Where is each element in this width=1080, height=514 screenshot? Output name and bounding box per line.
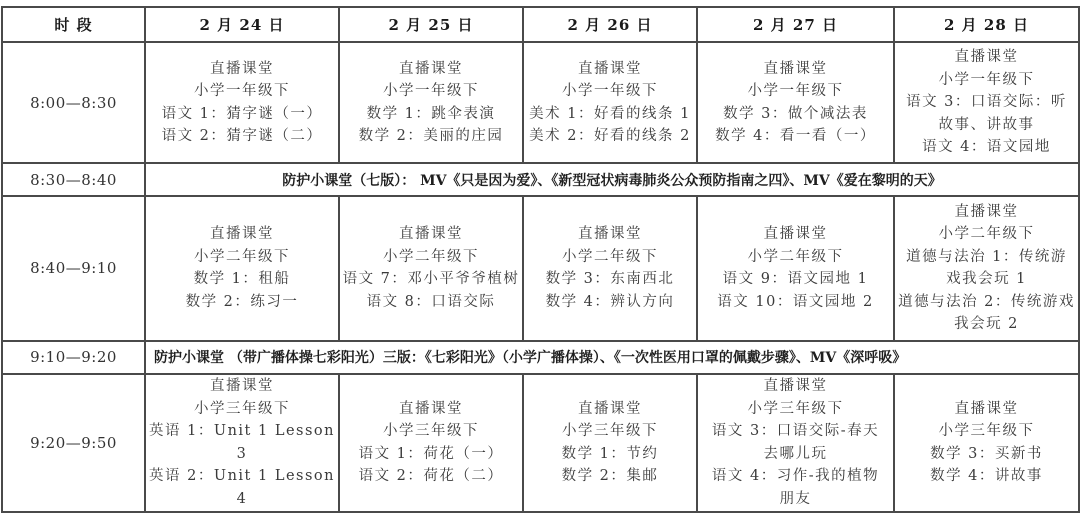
lesson-cell: [894, 196, 1079, 340]
schedule-table: [1, 6, 1080, 513]
lesson-cell: [339, 374, 523, 512]
lesson-line: 数学 4：讲故事: [930, 468, 1043, 485]
lesson-line: 直播课堂: [399, 226, 463, 243]
lesson-line: 美术 2：好看的线条 2: [529, 128, 691, 144]
lesson-line: 数学 2：集邮: [561, 468, 659, 485]
lesson-line: 美术 1：好看的线条 1: [529, 105, 691, 122]
lesson-line: 语文 3：口语交际：听: [906, 94, 1067, 111]
lesson-line: 直播课堂: [578, 60, 642, 77]
lesson-line: 数学 4：辨认方向: [545, 293, 675, 310]
lesson-cell: [523, 196, 697, 340]
lesson-line: 小学二年级下: [747, 248, 844, 265]
time-slot: 8:00—8:30: [2, 42, 145, 163]
lesson-line: 直播课堂: [210, 60, 274, 77]
protection-class-notice: 防护小课堂（七版）： MV《只是因为爱》、《新型冠状病毒肺炎公众预防指南之四》、MV《爱在黎明的天》: [145, 163, 1079, 196]
lesson-line: 数学 3：东南西北: [545, 271, 675, 288]
table-row: [2, 374, 1079, 512]
lesson-line: 小学三年级下: [194, 400, 290, 417]
lesson-line: 直播课堂: [399, 60, 463, 77]
lesson-line: 朋友: [779, 490, 812, 507]
header-date-feb-25: 2 月 25 日: [339, 7, 523, 42]
lesson-line: 小学一年级下: [938, 71, 1035, 88]
lesson-line: 小学一年级下: [562, 83, 658, 99]
lesson-line: 小学一年级下: [383, 83, 479, 99]
lesson-line: 道德与法治 1：传统游: [906, 248, 1067, 265]
lesson-line: 小学一年级下: [194, 83, 290, 99]
schedule-sheet: [1, 6, 1078, 513]
lesson-line: 4: [236, 490, 248, 507]
lesson-line: 语文 3：口语交际-春天: [711, 423, 880, 440]
lesson-cell: [523, 374, 697, 512]
lesson-cell: [339, 196, 523, 340]
lesson-line: 数学 1：节约: [561, 445, 659, 462]
header-time-slot: 时 段: [2, 7, 145, 42]
time-slot: 9:20—9:50: [2, 374, 145, 512]
lesson-cell: [894, 42, 1079, 163]
lesson-line: 戏我会玩 1: [946, 271, 1027, 288]
lesson-line: 直播课堂: [763, 378, 828, 395]
lesson-line: 直播课堂: [399, 400, 463, 417]
header-date-feb-26: 2 月 26 日: [523, 7, 697, 42]
lesson-cell: [697, 42, 894, 163]
lesson-line: 去哪儿玩: [763, 445, 828, 462]
lesson-cell: [339, 42, 523, 163]
lesson-cell: [145, 196, 339, 340]
lesson-line: 数学 3：做个减法表: [723, 105, 868, 122]
lesson-line: 数学 2：练习一: [185, 293, 299, 310]
lesson-line: 我会玩 2: [954, 316, 1019, 333]
lesson-line: 直播课堂: [210, 226, 274, 243]
lesson-line: 数学 1：跳伞表演: [366, 105, 496, 122]
lesson-line: 小学二年级下: [194, 248, 290, 265]
lesson-line: 语文 8：口语交际: [366, 293, 496, 310]
lesson-line: 直播课堂: [210, 378, 274, 395]
lesson-line: 直播课堂: [954, 203, 1019, 220]
lesson-cell: [697, 196, 894, 340]
lesson-line: 语文 4：语文园地: [922, 139, 1051, 156]
header-row: [2, 7, 1079, 42]
lesson-line: 直播课堂: [763, 226, 828, 243]
lesson-cell: [523, 42, 697, 163]
lesson-cell: [894, 374, 1079, 512]
lesson-line: 小学一年级下: [747, 83, 844, 99]
lesson-line: 3: [236, 445, 248, 462]
lesson-cell: [697, 374, 894, 512]
protection-class-notice: 防护小课堂 （带广播体操七彩阳光）三版：《七彩阳光》（小学广播体操）、《一次性医用口罩的佩戴步骤》、MV《深呼吸》: [145, 341, 1079, 374]
lesson-line: 数学 2：美丽的庄园: [358, 128, 504, 144]
lesson-line: 小学三年级下: [938, 423, 1035, 440]
table-row: [2, 196, 1079, 340]
lesson-line: 语文 9：语文园地 1: [722, 271, 869, 288]
lesson-cell: [145, 374, 339, 512]
lesson-line: 数学 1：租船: [193, 271, 291, 288]
lesson-line: 小学三年级下: [562, 423, 658, 440]
header-date-feb-28: 2 月 28 日: [894, 7, 1079, 42]
lesson-line: 语文 10：语文园地 2: [717, 293, 874, 310]
lesson-line: 直播课堂: [954, 49, 1019, 66]
lesson-line: 语文 1：猜字谜（一）: [161, 105, 323, 122]
lesson-line: 直播课堂: [954, 400, 1019, 417]
lesson-line: 语文 1：荷花（一）: [358, 445, 504, 462]
lesson-line: 语文 7：邓小平爷爷植树: [342, 271, 520, 288]
time-slot: 8:40—9:10: [2, 196, 145, 340]
lesson-line: 故事、讲故事: [938, 116, 1035, 133]
lesson-line: 直播课堂: [578, 400, 642, 417]
lesson-line: 英语 1：Unit 1 Lesson: [149, 423, 335, 440]
lesson-line: 语文 4：习作-我的植物: [711, 468, 880, 485]
lesson-line: 小学三年级下: [383, 423, 479, 440]
table-row: [2, 42, 1079, 163]
lesson-line: 数学 4：看一看（一）: [715, 128, 876, 144]
time-slot: 8:30—8:40: [2, 163, 145, 196]
lesson-line: 英语 2：Unit 1 Lesson: [149, 468, 335, 485]
table-row-notice: [2, 163, 1079, 196]
lesson-line: 直播课堂: [763, 60, 828, 77]
lesson-line: 直播课堂: [578, 226, 642, 243]
lesson-line: 道德与法治 2：传统游戏: [898, 293, 1075, 310]
table-row-notice: [2, 341, 1079, 374]
lesson-line: 数学 3：买新书: [930, 445, 1043, 462]
header-date-feb-24: 2 月 24 日: [145, 7, 339, 42]
lesson-line: 语文 2：猜字谜（二）: [161, 128, 323, 144]
lesson-line: 小学三年级下: [747, 400, 844, 417]
lesson-line: 小学二年级下: [938, 226, 1035, 243]
lesson-line: 语文 2：荷花（二）: [358, 468, 504, 485]
lesson-line: 小学二年级下: [562, 248, 658, 265]
lesson-cell: [145, 42, 339, 163]
time-slot: 9:10—9:20: [2, 341, 145, 374]
header-date-feb-27: 2 月 27 日: [697, 7, 894, 42]
lesson-line: 小学二年级下: [383, 248, 479, 265]
